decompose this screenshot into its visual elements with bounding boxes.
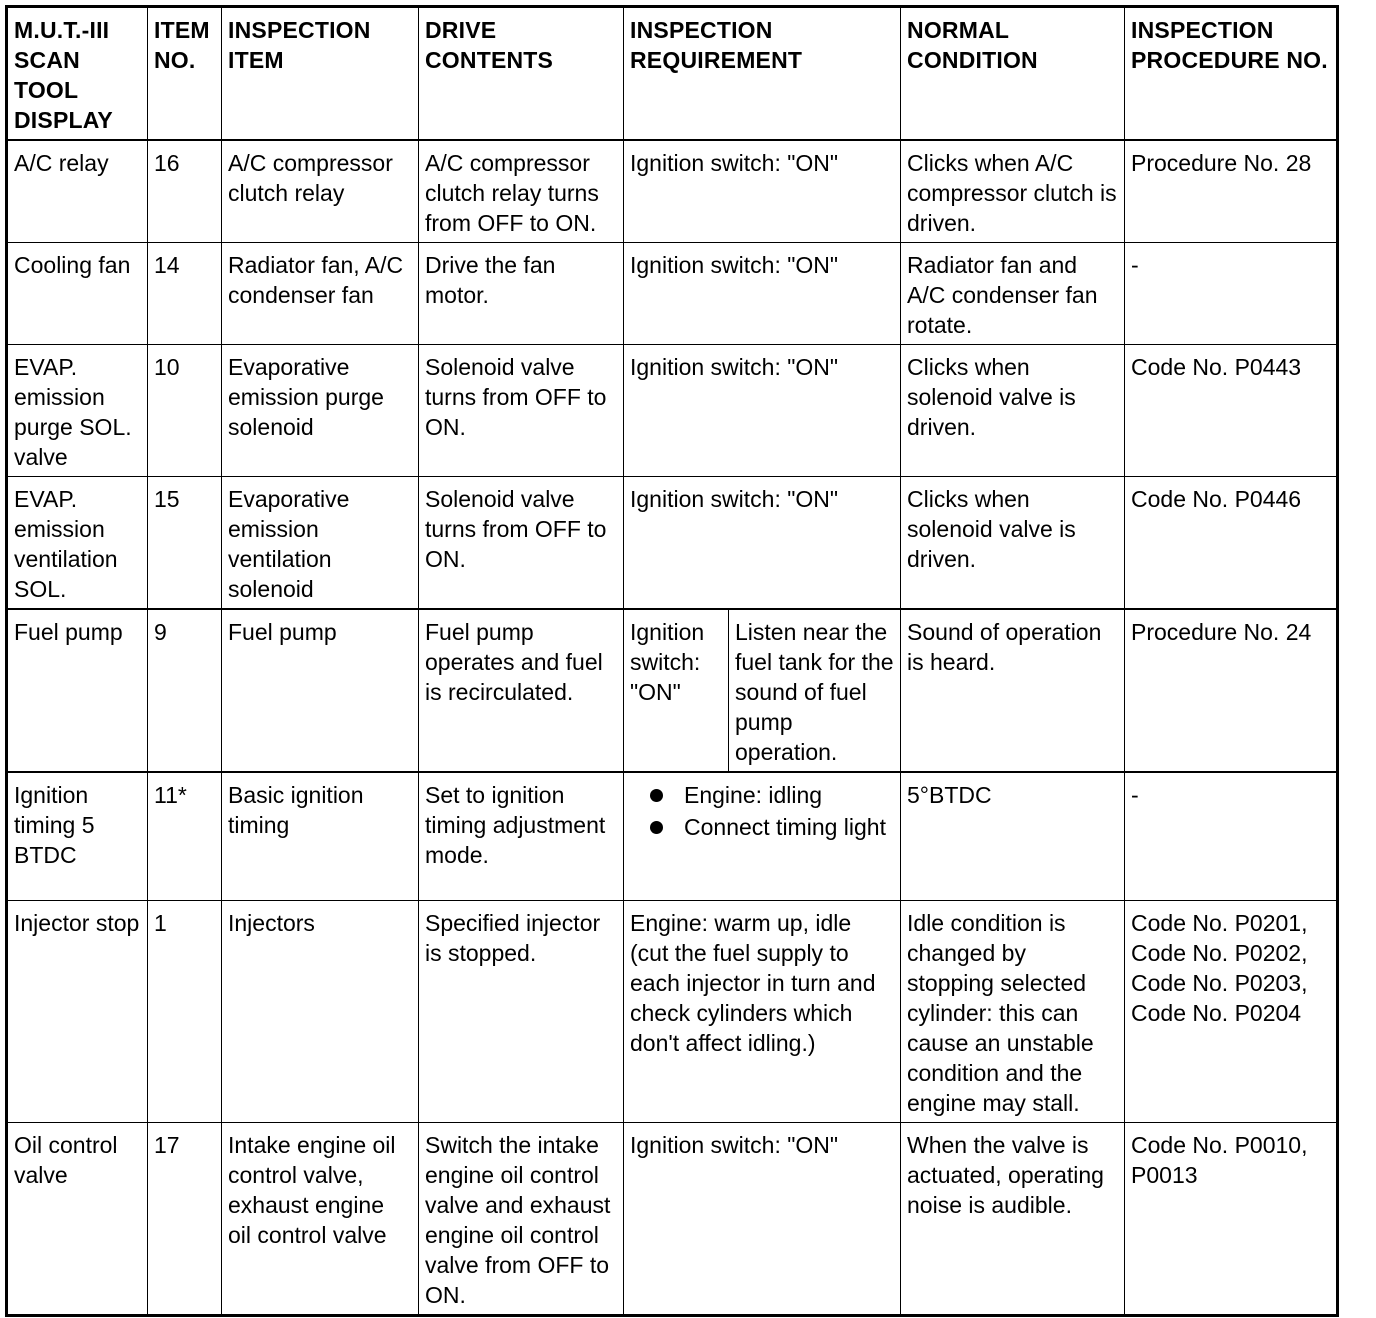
cell-requirement: Ignition switch: "ON"	[624, 477, 901, 610]
cell-display: A/C relay	[7, 140, 148, 243]
table-row	[7, 609, 1338, 772]
cell-requirement-note: Listen near the fuel tank for the sound of fuel pump operation.	[729, 609, 901, 772]
cell-normal-condition: Radiator fan and A/C condenser fan rotate.	[901, 243, 1125, 345]
cell-drive-contents: Solenoid valve turns from OFF to ON.	[419, 345, 624, 477]
requirement-bullet-list	[630, 780, 894, 842]
procedure-line: Code No. P0203,	[1131, 970, 1308, 996]
cell-requirement	[624, 772, 901, 901]
procedure-line: Code No. P0204	[1131, 1000, 1302, 1026]
cell-item-no: 16	[148, 140, 222, 243]
cell-inspection-item: Intake engine oil control valve, exhaust engine oil control valve	[222, 1123, 419, 1316]
cell-display: EVAP. emission purge SOL. valve	[7, 345, 148, 477]
cell-inspection-item: Radiator fan, A/C condenser fan	[222, 243, 419, 345]
cell-normal-condition: Sound of operation is heard.	[901, 609, 1125, 772]
cell-display: Cooling fan	[7, 243, 148, 345]
cell-inspection-item: Evaporative emission ventilation solenoid	[222, 477, 419, 610]
cell-requirement: Ignition switch: "ON"	[624, 609, 729, 772]
table-row	[7, 1123, 1338, 1316]
cell-requirement: Engine: warm up, idle (cut the fuel supply to each injector in turn and check cylinders which don't affect idling.)	[624, 901, 901, 1123]
cell-procedure-no: Procedure No. 28	[1125, 140, 1338, 243]
procedure-line: Code No. P0010,	[1131, 1132, 1308, 1158]
cell-requirement: Ignition switch: "ON"	[624, 1123, 901, 1316]
cell-normal-condition: Clicks when A/C compressor clutch is driven.	[901, 140, 1125, 243]
bullet-item: Connect timing light	[648, 812, 894, 842]
cell-item-no: 14	[148, 243, 222, 345]
header-inspection-requirement: INSPECTION REQUIREMENT	[624, 7, 901, 141]
table-row	[7, 140, 1338, 243]
cell-procedure-no: Code No. P0446	[1125, 477, 1338, 610]
header-drive-contents: DRIVE CONTENTS	[419, 7, 624, 141]
cell-normal-condition: Clicks when solenoid valve is driven.	[901, 477, 1125, 610]
cell-drive-contents: Switch the intake engine oil control valve and exhaust engine oil control valve from OFF to ON.	[419, 1123, 624, 1316]
cell-display: EVAP. emission ventilation SOL.	[7, 477, 148, 610]
cell-procedure-no	[1125, 901, 1338, 1123]
cell-drive-contents: Fuel pump operates and fuel is recirculated.	[419, 609, 624, 772]
cell-inspection-item: Evaporative emission purge solenoid	[222, 345, 419, 477]
header-inspection-item: INSPECTION ITEM	[222, 7, 419, 141]
cell-requirement: Ignition switch: "ON"	[624, 243, 901, 345]
cell-display: Fuel pump	[7, 609, 148, 772]
cell-normal-condition: Clicks when solenoid valve is driven.	[901, 345, 1125, 477]
procedure-line: Code No. P0202,	[1131, 940, 1308, 966]
header-scan-tool-display: M.U.T.-III SCAN TOOL DISPLAY	[7, 7, 148, 141]
cell-item-no: 17	[148, 1123, 222, 1316]
cell-procedure-no: Procedure No. 24	[1125, 609, 1338, 772]
cell-drive-contents: Solenoid valve turns from OFF to ON.	[419, 477, 624, 610]
table-row	[7, 477, 1338, 610]
cell-requirement: Ignition switch: "ON"	[624, 345, 901, 477]
cell-drive-contents: Specified injector is stopped.	[419, 901, 624, 1123]
bullet-item: Engine: idling	[648, 780, 894, 810]
cell-normal-condition: When the valve is actuated, operating noise is audible.	[901, 1123, 1125, 1316]
cell-requirement: Ignition switch: "ON"	[624, 140, 901, 243]
cell-inspection-item: Injectors	[222, 901, 419, 1123]
cell-drive-contents: A/C compressor clutch relay turns from OFF to ON.	[419, 140, 624, 243]
cell-display: Oil control valve	[7, 1123, 148, 1316]
cell-display: Ignition timing 5 BTDC	[7, 772, 148, 901]
actuator-test-table	[5, 5, 1339, 1317]
table-row	[7, 901, 1338, 1123]
procedure-line: P0013	[1131, 1162, 1198, 1188]
cell-item-no: 15	[148, 477, 222, 610]
header-item-no: ITEM NO.	[148, 7, 222, 141]
cell-inspection-item: Fuel pump	[222, 609, 419, 772]
cell-normal-condition: Idle condition is changed by stopping selected cylinder: this can cause an unstable condition and the engine may stall.	[901, 901, 1125, 1123]
cell-procedure-no	[1125, 1123, 1338, 1316]
table-row	[7, 345, 1338, 477]
cell-display: Injector stop	[7, 901, 148, 1123]
cell-item-no: 10	[148, 345, 222, 477]
cell-procedure-no: -	[1125, 772, 1338, 901]
header-procedure-no: INSPECTION PROCEDURE NO.	[1125, 7, 1338, 141]
table-row	[7, 772, 1338, 901]
table-row	[7, 243, 1338, 345]
cell-item-no: 11*	[148, 772, 222, 901]
header-row	[7, 7, 1338, 141]
cell-procedure-no: Code No. P0443	[1125, 345, 1338, 477]
header-normal-condition: NORMAL CONDITION	[901, 7, 1125, 141]
procedure-line: Code No. P0201,	[1131, 910, 1308, 936]
cell-inspection-item: A/C compressor clutch relay	[222, 140, 419, 243]
cell-inspection-item: Basic ignition timing	[222, 772, 419, 901]
cell-procedure-no: -	[1125, 243, 1338, 345]
cell-item-no: 9	[148, 609, 222, 772]
cell-normal-condition: 5°BTDC	[901, 772, 1125, 901]
cell-drive-contents: Drive the fan motor.	[419, 243, 624, 345]
cell-item-no: 1	[148, 901, 222, 1123]
cell-drive-contents: Set to ignition timing adjustment mode.	[419, 772, 624, 901]
